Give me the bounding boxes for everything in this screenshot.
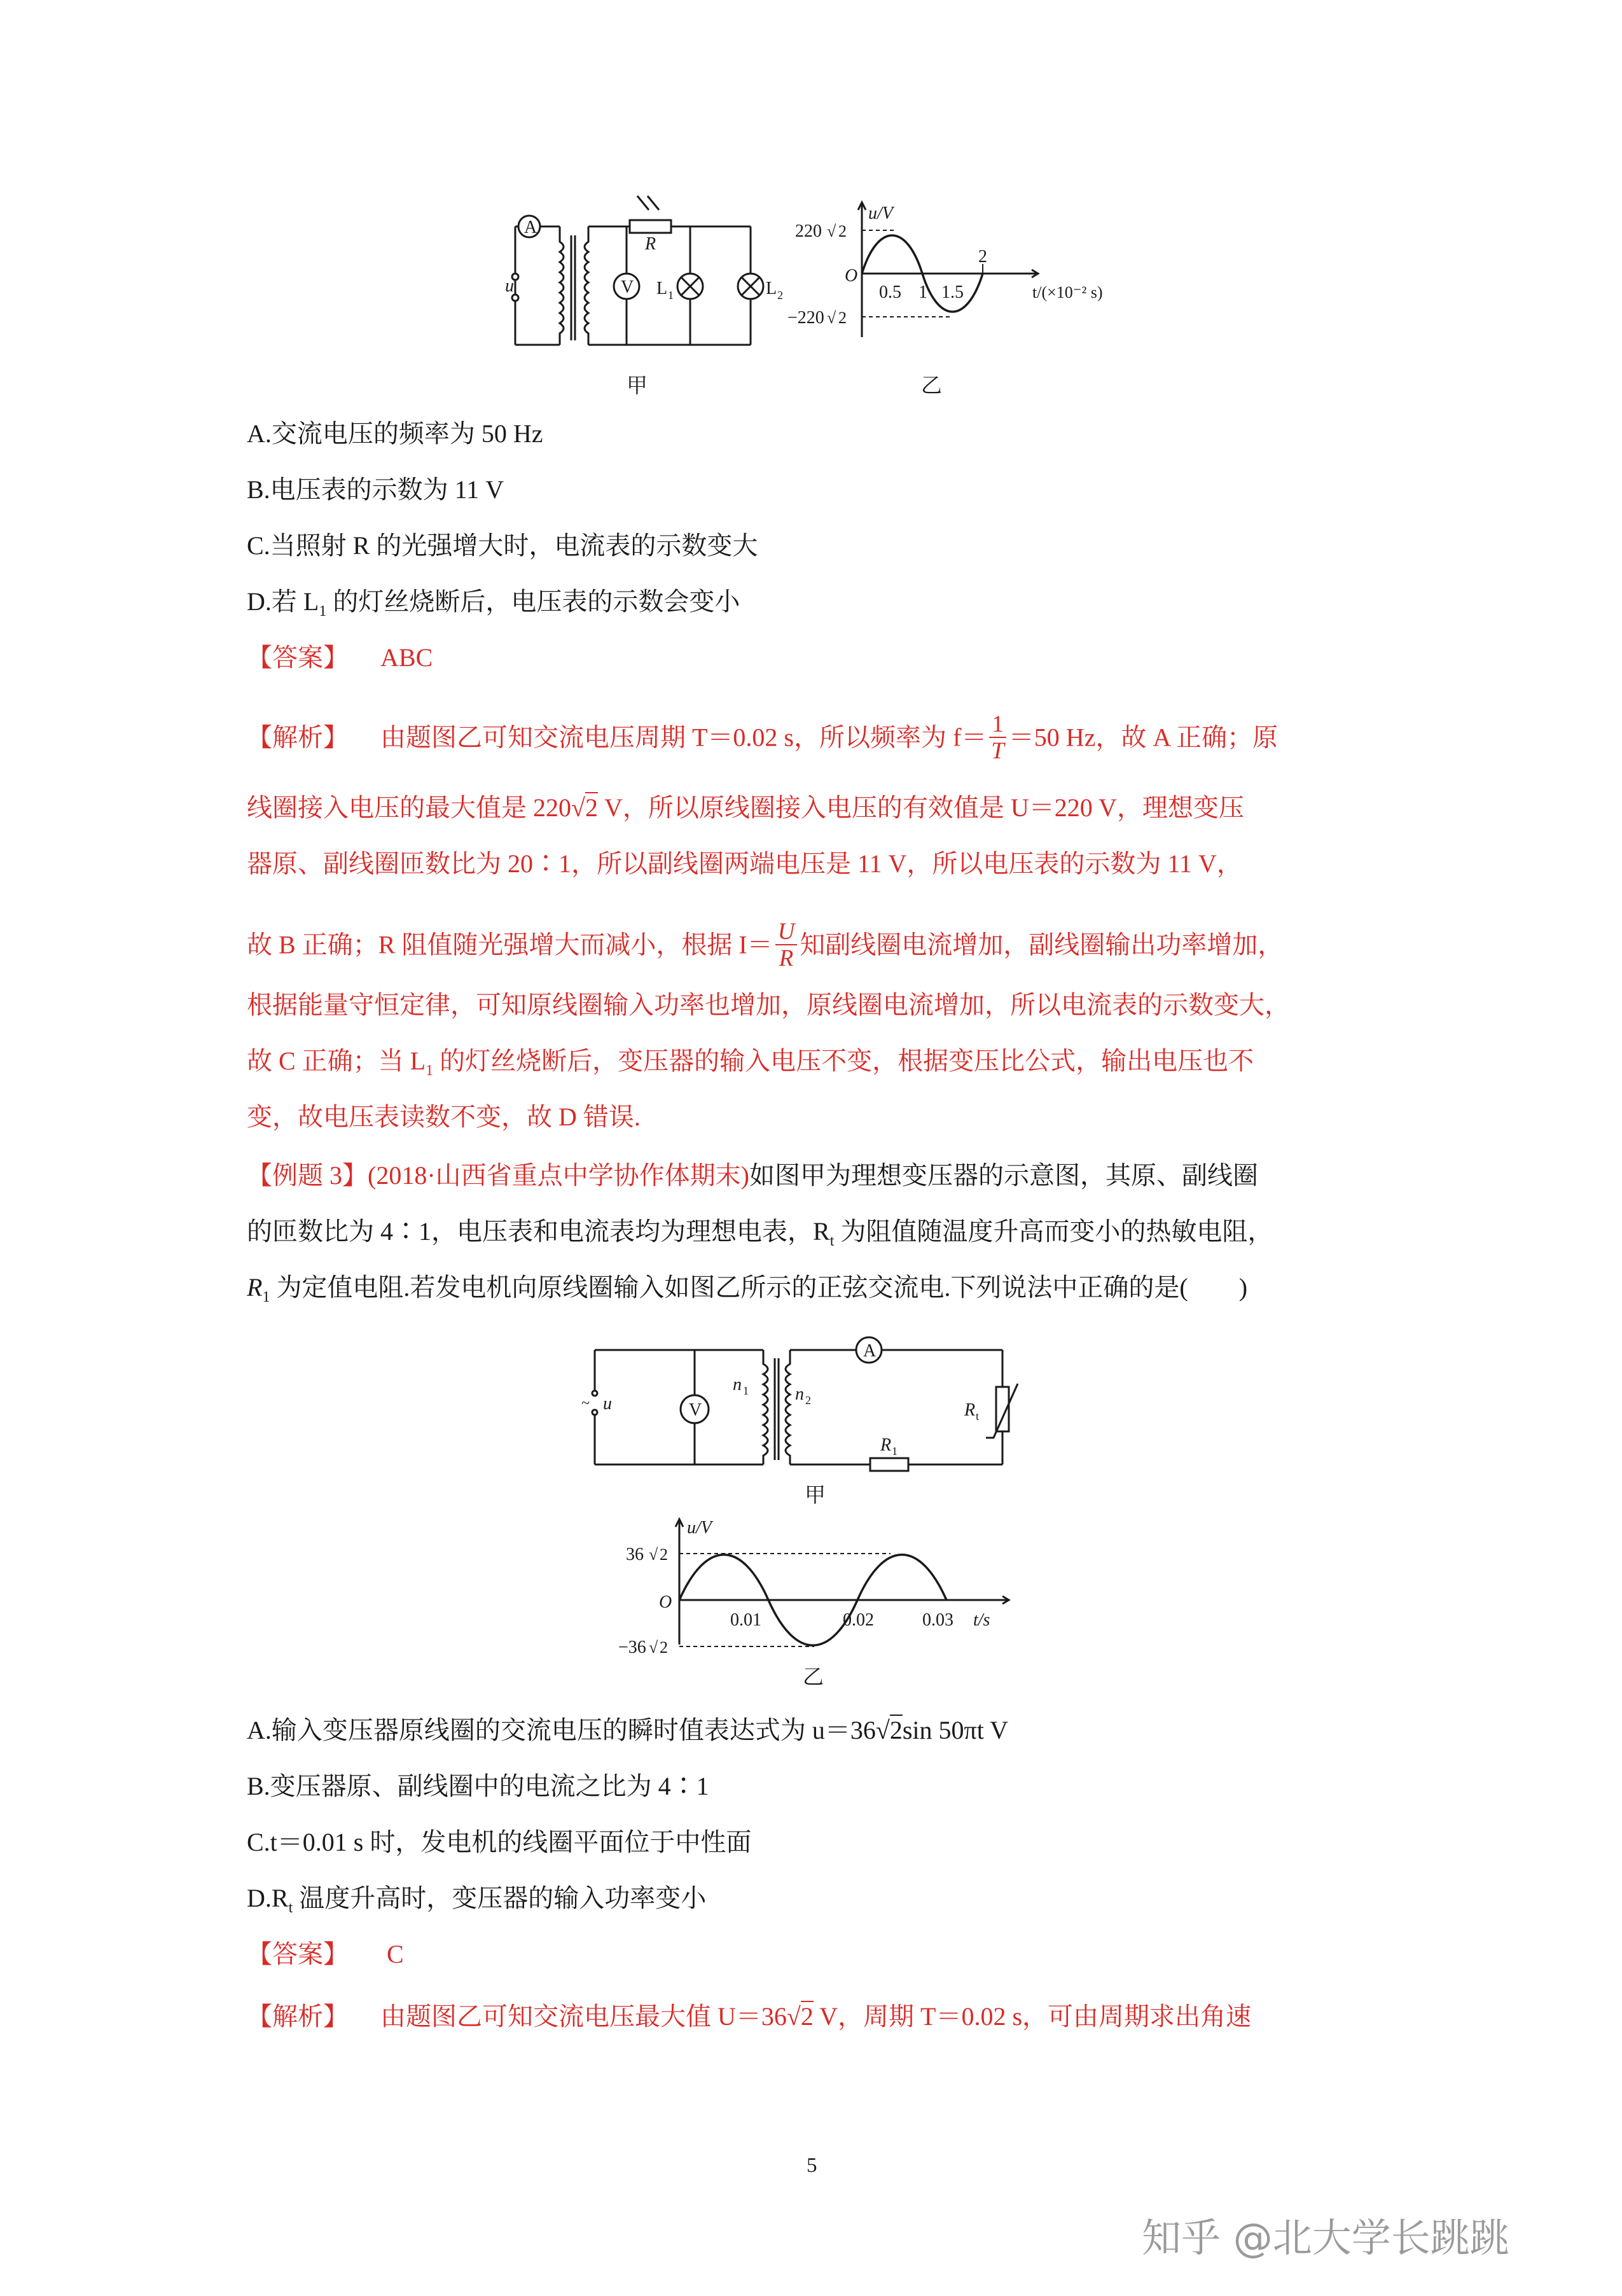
q3-stem-2-sub: t — [829, 1233, 835, 1249]
q2-option-d-sub: 1 — [319, 603, 327, 620]
lamp2-sub: 2 — [777, 289, 783, 302]
q3-stem-2b: 为阻值随温度升高而变小的热敏电阻， — [834, 1217, 1273, 1246]
q2-answer-tag: 【答案】 — [247, 643, 349, 672]
q3-analysis-tag: 【解析】 — [247, 2002, 349, 2031]
q2-analysis-2a: 线圈接入电压的最大值是 220 — [247, 793, 571, 822]
q3-answer-tag: 【答案】 — [247, 1940, 349, 1968]
graph-2-origin: O — [659, 1592, 672, 1612]
q2-fraction-2 — [775, 919, 798, 971]
fig2-rt-sub: t — [976, 1410, 980, 1423]
graph-1-ymin: −220 — [787, 308, 824, 328]
q2-option-b: B.电压表的示数为 11 V — [247, 475, 504, 504]
q3-stem-line-1 — [247, 1163, 1258, 1188]
q2-analysis-2b: V，所以原线圈接入电压的有效值是 U＝220 V，理想变压 — [597, 793, 1244, 822]
q2-fraction-1 — [989, 711, 1006, 764]
graph-2-tick-003: 0.03 — [922, 1610, 953, 1630]
q3-option-a-text2: sin 50πt V — [902, 1716, 1008, 1744]
q3-stem-3b: 为定值电阻.若发电机向原线圈输入如图乙所示的正弦交流电.下列说法中正确的是( ) — [270, 1273, 1248, 1302]
figure-2-circuit — [572, 1323, 1043, 1489]
fig2-r1: R — [880, 1435, 892, 1455]
q3-stem-1: 如图甲为理想变压器的示意图，其原、副线圈 — [749, 1161, 1258, 1190]
q2-fraction-2-den: R — [779, 945, 794, 971]
q3-stem-line-3 — [247, 1275, 1247, 1305]
q3-analysis-1b: V，周期 T＝0.02 s，可由周期求出角速 — [813, 2002, 1252, 2031]
graph-2-ymin-root-sign: √ — [649, 1638, 658, 1657]
q2-analysis-6a: 故 C 正确；当 L — [247, 1047, 426, 1075]
q3-option-d — [247, 1886, 706, 1916]
q3-option-a: A.输入变压器原线圈的交流电压的瞬时值表达式为 u＝36√2sin 50πt V — [247, 1716, 1008, 1744]
graph-2-tick-001: 0.01 — [730, 1610, 761, 1630]
q2-analysis-line-3: 器原、副线圈匝数比为 20∶1，所以副线圈两端电压是 11 V，所以电压表的示数为 11 V， — [247, 849, 1242, 878]
q2-analysis-line-6 — [247, 1048, 1254, 1078]
graph-2-ymin: −36 — [618, 1638, 646, 1657]
q2-option-c: C.当照射 R 的光强增大时，电流表的示数变大 — [247, 531, 758, 560]
q3-stem-line-2 — [247, 1219, 1273, 1249]
q2-option-a: A.交流电压的频率为 50 Hz — [247, 419, 543, 448]
fig2-input-label: u — [603, 1394, 612, 1414]
q3-analysis-1-root: 2 — [800, 2002, 814, 2031]
q2-analysis-6b: 的灯丝烧断后，变压器的输入电压不变，根据变压比公式，输出电压也不 — [433, 1047, 1254, 1075]
q2-option-d — [247, 589, 740, 619]
circuit-1 — [512, 196, 763, 345]
figure-1-svg — [496, 191, 1145, 407]
q2-analysis-line-7: 变，故电压表读数不变，故 D 错误. — [247, 1103, 641, 1131]
graph-2-x-axis: t/s — [973, 1610, 990, 1630]
q3-analysis-line-1: 【解析】 由题图乙可知交流电压最大值 U＝36√2 V，周期 T＝0.02 s，可由周期求出角速 — [247, 2002, 1252, 2031]
graph-1-ymin-root-sign: √ — [827, 309, 836, 327]
figure-1 — [496, 191, 1145, 407]
figure-1-caption-left: 甲 — [627, 373, 648, 398]
graph-1-ymax: 220 — [795, 221, 822, 241]
fig2-n1-sub: 1 — [743, 1384, 749, 1397]
q2-answer-value: ABC — [380, 643, 433, 672]
q3-answer — [247, 1942, 404, 1967]
fig2-n1: n — [733, 1375, 742, 1395]
q2-option-d-text2: 的灯丝烧断后，电压表的示数会变小 — [326, 587, 740, 616]
q3-option-c: C.t＝0.01 s 时，发电机的线圈平面位于中性面 — [247, 1828, 752, 1856]
graph-1-origin: O — [845, 266, 858, 286]
q3-stem-3a: R — [247, 1273, 263, 1302]
fig2-ammeter-label: A — [863, 1341, 877, 1361]
q2-analysis-line-1 — [247, 711, 1279, 767]
graph-2-ymin-root: 2 — [660, 1638, 668, 1657]
q2-analysis-2-root: 2 — [585, 793, 598, 822]
q2-analysis-line-5: 根据能量守恒定律，可知原线圈输入功率也增加，原线圈电流增加，所以电流表的示数变大， — [247, 991, 1290, 1019]
q2-answer — [247, 645, 433, 671]
lamp1-label: L — [656, 279, 668, 298]
graph-1-ymax-root-sign: √ — [827, 222, 836, 240]
graph-2-y-axis: u/V — [687, 1518, 712, 1538]
figure-1-caption-right: 乙 — [921, 373, 942, 398]
q2-fraction-1-den: T — [991, 737, 1004, 764]
q2-analysis-1a: 由题图乙可知交流电压周期 T＝0.02 s，所以频率为 f＝ — [380, 723, 987, 752]
q3-option-a-text: A.输入变压器原线圈的交流电压的瞬时值表达式为 u＝36 — [247, 1716, 876, 1744]
q3-option-d-text: D.R — [247, 1884, 289, 1912]
q2-analysis-line-2: 线圈接入电压的最大值是 220√2 V，所以原线圈接入电压的有效值是 U＝220 V，理想变压 — [247, 793, 1244, 822]
ac-source-symbol: ~ — [581, 1395, 590, 1412]
graph-1-tick-05: 0.5 — [879, 282, 901, 302]
q2-option-d-text: D.若 L — [247, 587, 319, 616]
figure-2-circuit-svg — [572, 1323, 1043, 1489]
q2-analysis-line-4 — [247, 918, 1284, 974]
voltmeter-label: V — [621, 277, 634, 297]
lamp2-label: L — [766, 279, 777, 298]
fig2-voltmeter-label: V — [689, 1400, 702, 1420]
q2-analysis-4a: 故 B 正确；R 阻值随光强增大而减小，根据 I＝ — [247, 930, 773, 959]
graph-1-ymin-root: 2 — [838, 309, 847, 327]
lamp1-sub: 1 — [668, 289, 674, 302]
page-number: 5 — [807, 2154, 817, 2177]
q3-option-d-sub: t — [288, 1900, 293, 1916]
graph-1-tick-15: 1.5 — [941, 282, 964, 302]
graph-2-tick-002: 0.02 — [843, 1610, 874, 1630]
figure-2-caption-2: 乙 — [803, 1664, 824, 1689]
q2-analysis-1b: ＝50 Hz，故 A 正确；原 — [1008, 723, 1279, 752]
graph-1-tick-2: 2 — [978, 247, 987, 267]
q3-option-d-text2: 温度升高时，变压器的输入功率变小 — [293, 1884, 707, 1912]
fig2-r1-sub: 1 — [892, 1445, 898, 1458]
q2-analysis-tag: 【解析】 — [247, 723, 349, 752]
q3-option-a-root: 2 — [889, 1716, 903, 1744]
q3-answer-value: C — [387, 1940, 404, 1968]
input-voltage-label: u — [505, 276, 514, 296]
graph-1-y-axis: u/V — [868, 204, 893, 223]
figure-2-graph — [585, 1514, 1043, 1660]
q2-analysis-4b: 知副线圈电流增加，副线圈输出功率增加， — [800, 930, 1284, 959]
graph-2-ymax-root-sign: √ — [649, 1545, 658, 1564]
q3-stem-2a: 的匝数比为 4∶1，电压表和电流表均为理想电表，R — [247, 1217, 830, 1246]
q2-analysis-6-sub: 1 — [426, 1062, 434, 1079]
q3-option-b: B.变压器原、副线圈中的电流之比为 4∶1 — [247, 1772, 709, 1800]
q3-analysis-1a: 由题图乙可知交流电压最大值 U＝36 — [380, 2002, 787, 2031]
q2-fraction-1-num: 1 — [989, 711, 1006, 738]
q3-tag: 【例题 3】 — [247, 1161, 368, 1190]
q3-stem-3-sub: 1 — [262, 1289, 270, 1305]
graph-2-ymax-root: 2 — [660, 1545, 668, 1564]
ammeter-label: A — [524, 218, 537, 237]
fig2-rt: R — [964, 1400, 976, 1420]
graph-2-ymax: 36 — [626, 1545, 644, 1564]
q2-fraction-2-num: U — [775, 919, 798, 945]
figure-2-caption-1: 甲 — [805, 1482, 826, 1507]
graph-1-ymax-root: 2 — [838, 222, 847, 240]
fig2-n2: n — [795, 1384, 804, 1404]
q3-source: (2018·山西省重点中学协作体期末) — [368, 1161, 749, 1190]
fig2-n2-sub: 2 — [805, 1394, 811, 1407]
figure-2-graph-svg — [585, 1514, 1043, 1660]
graph-1-tick-1: 1 — [918, 282, 927, 302]
resistor-label: R — [645, 234, 656, 254]
watermark: 知乎 @北大学长跳跳 — [1142, 2215, 1509, 2261]
graph-1-x-axis: t/(×10⁻² s) — [1032, 283, 1103, 302]
